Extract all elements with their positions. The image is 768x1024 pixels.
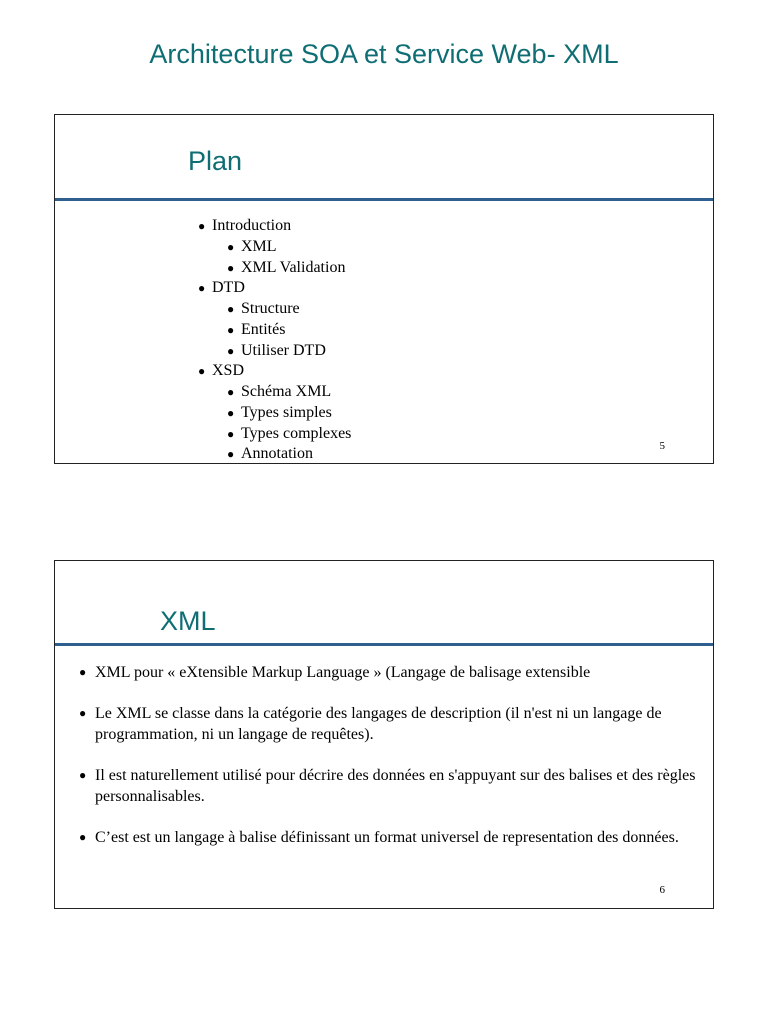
outline-subitem: ● XML Validation [227, 259, 346, 276]
list-item: ● XML pour « eXtensible Markup Language » (Langage de balisage extensible [79, 664, 591, 681]
bullet-icon: ● [227, 427, 235, 441]
bullet-icon: ● [227, 406, 235, 420]
page-number: 5 [659, 440, 665, 452]
bullet-icon: ● [227, 302, 235, 316]
bullet-icon: ● [79, 830, 87, 844]
outline-subitem: ● Types complexes [227, 425, 352, 442]
bullet-icon: ● [198, 219, 206, 233]
slide-title: Plan [188, 146, 243, 176]
page-number: 6 [659, 884, 665, 896]
bullet-icon: ● [227, 240, 235, 254]
outline-subitem: ● XML [227, 238, 277, 255]
outline-subitem: ● Utiliser DTD [227, 342, 326, 359]
title-divider [55, 643, 714, 646]
bullet-icon: ● [79, 706, 87, 720]
bullet-icon: ● [198, 364, 206, 378]
bullet-icon: ● [227, 447, 235, 461]
bullet-icon: ● [79, 665, 87, 679]
bullet-icon: ● [227, 385, 235, 399]
bullet-icon: ● [198, 281, 206, 295]
list-item: ● Le XML se classe dans la catégorie des langages de description (il n'est ni un langage de programmation, ni un langage de requêtes). [79, 705, 662, 743]
bullet-icon: ● [227, 344, 235, 358]
outline-subitem: ● Annotation [227, 445, 313, 462]
outline-item: ● DTD [198, 279, 245, 296]
outline-subitem: ● Schéma XML [227, 383, 332, 400]
list-item: ● Il est naturellement utilisé pour décrire des données en s'appuyant sur des balises et des règles personnalisables. [79, 767, 696, 805]
title-divider [55, 198, 714, 201]
outline-subitem: ● Entités [227, 321, 286, 338]
document-title: Architecture SOA et Service Web- XML [149, 39, 619, 69]
bullet-icon: ● [79, 768, 87, 782]
outline-subitem: ● Structure [227, 300, 300, 317]
outline-item: ● XSD [198, 362, 245, 379]
slide-plan [54, 114, 714, 464]
outline-subitem: ● Types simples [227, 404, 332, 421]
bullet-icon: ● [227, 323, 235, 337]
bullet-icon: ● [227, 261, 235, 275]
slide-title: XML [160, 606, 216, 636]
list-item: ● C’est est un langage à balise définissant un format universel de representation des données. [79, 829, 679, 846]
slide-xml [54, 560, 714, 909]
outline-item: ● Introduction [198, 217, 292, 234]
